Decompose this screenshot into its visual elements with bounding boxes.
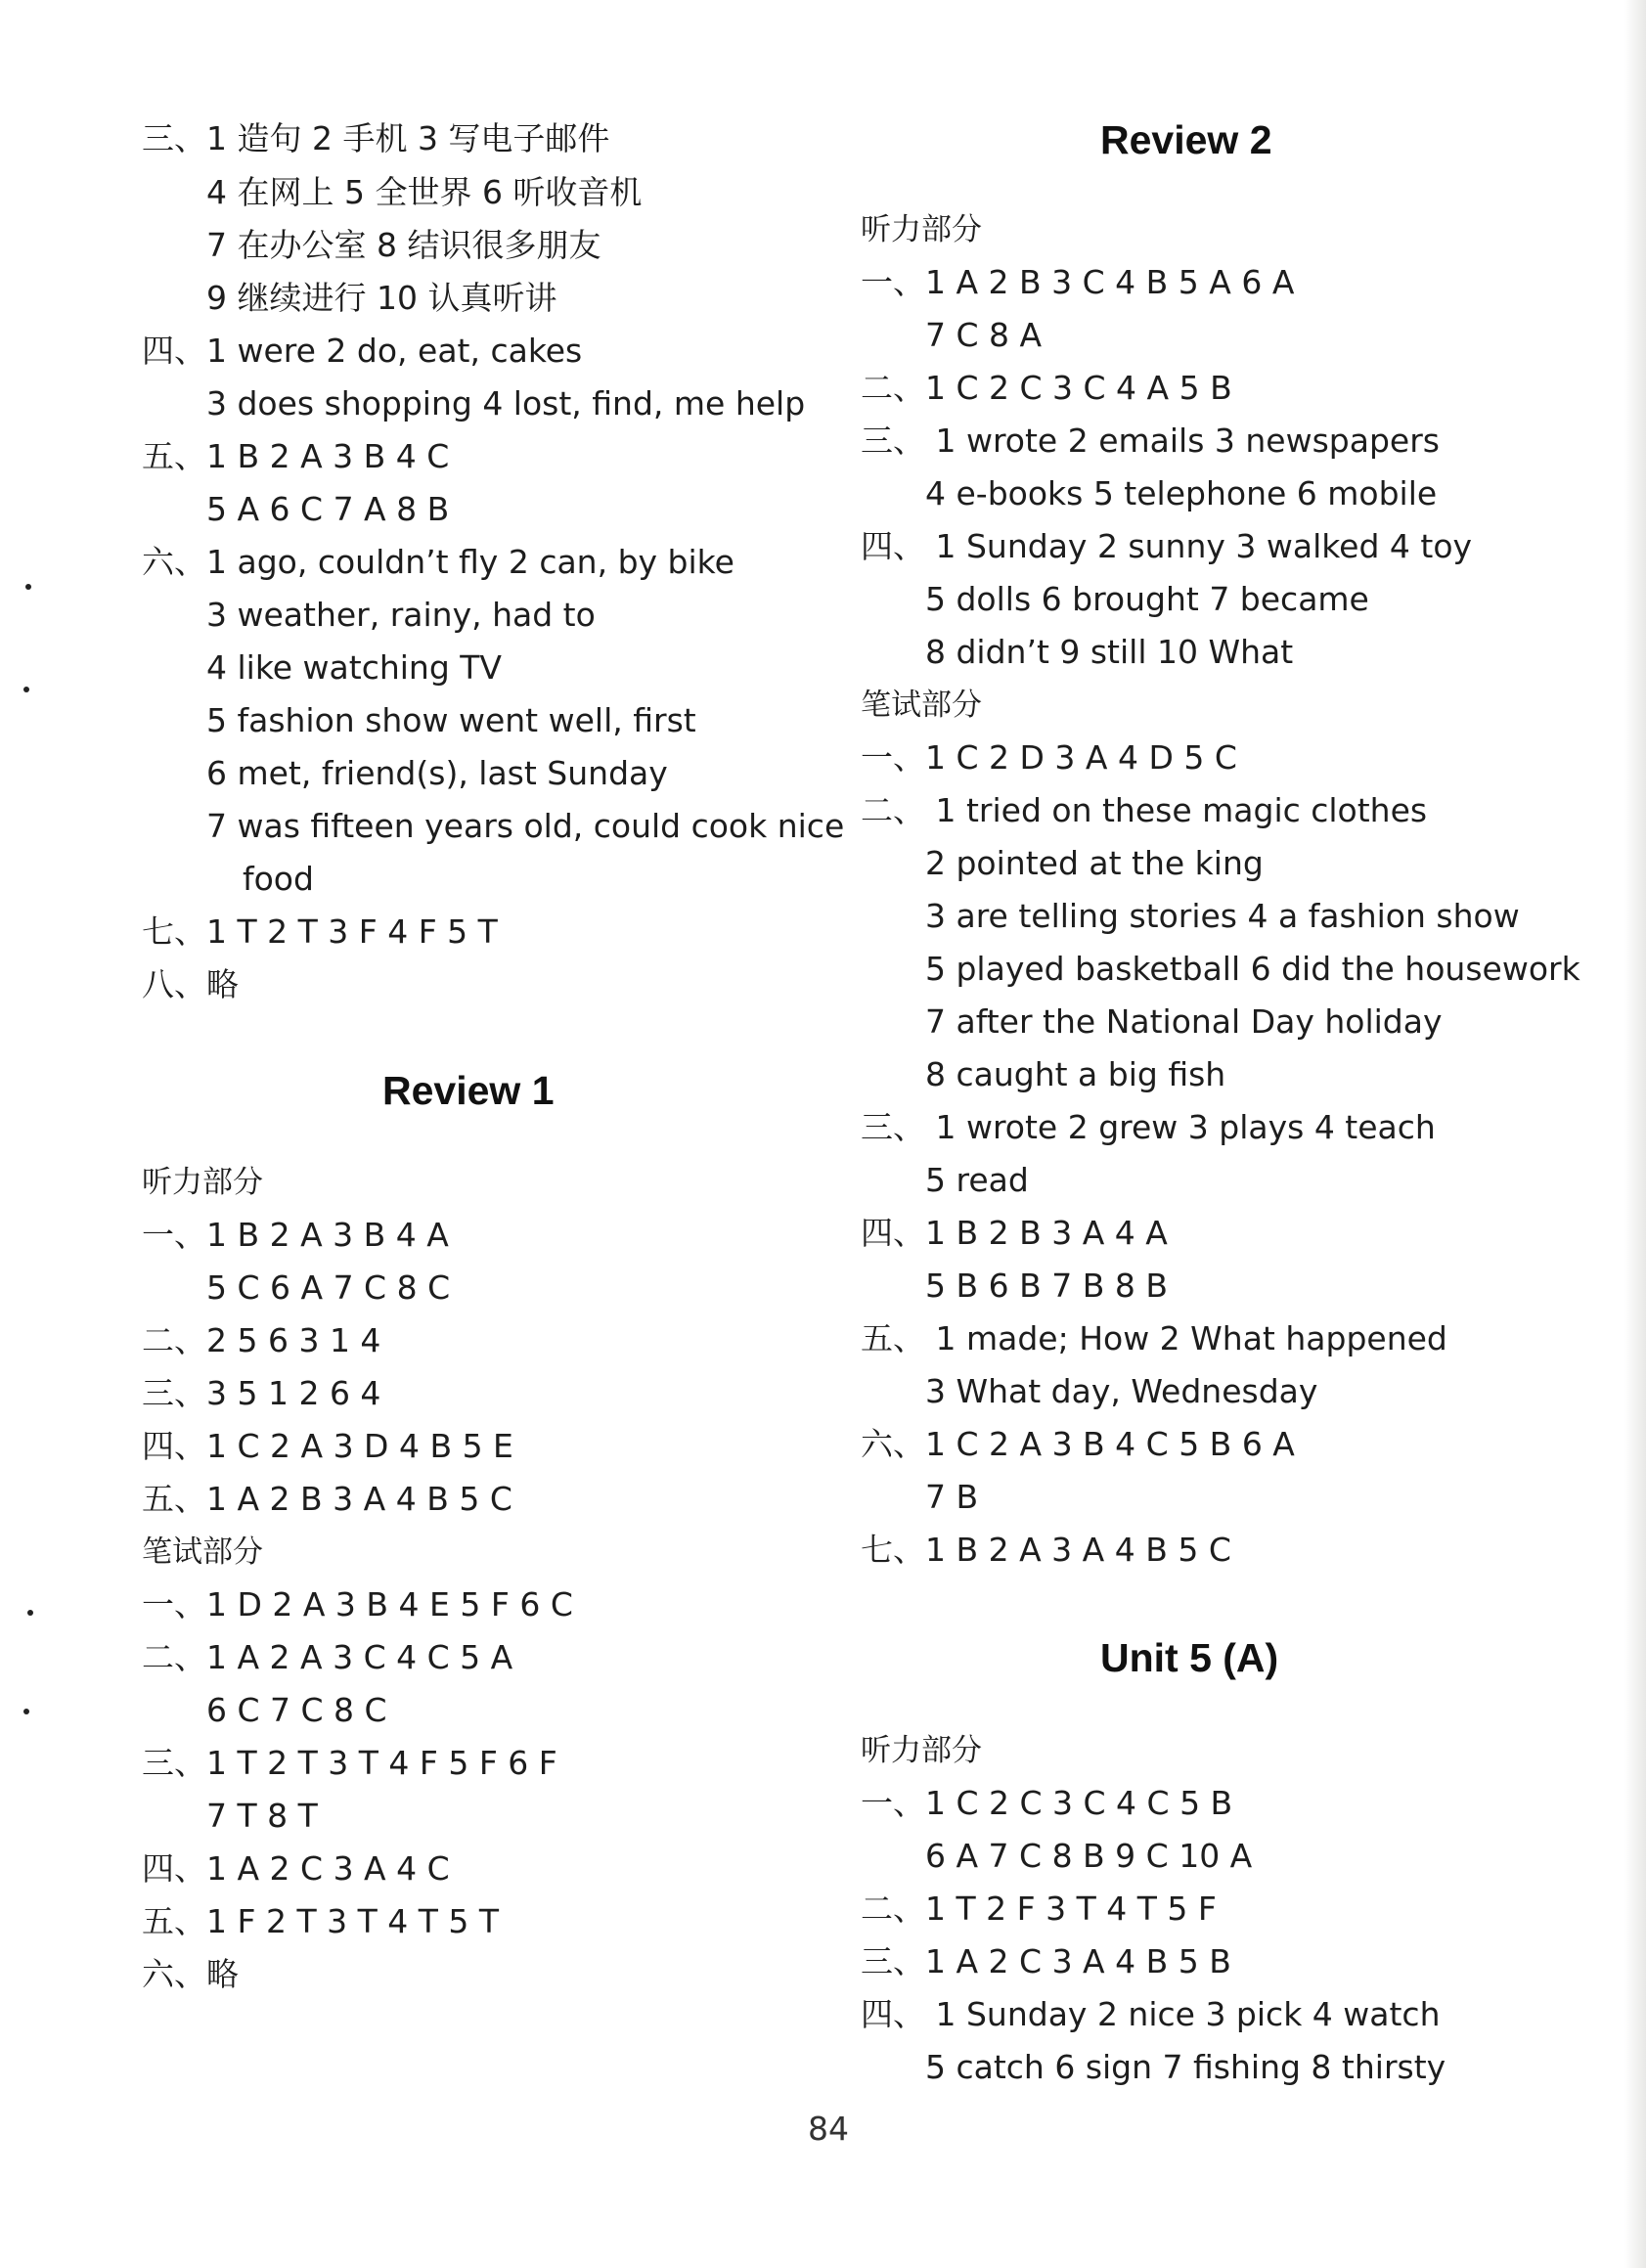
answer-line: 7 C 8 A <box>925 316 1043 354</box>
answer-line: 6 met, friend(s), last Sunday <box>206 754 668 792</box>
answer-line: 一、1 C 2 D 3 A 4 D 5 C <box>861 738 1237 777</box>
answer-line: 二、2 5 6 3 1 4 <box>142 1321 381 1359</box>
answer-line: 9 继续进行 10 认真听讲 <box>206 279 557 317</box>
subsection-label-listening: 听力部分 <box>861 212 982 247</box>
answer-line: 5 read <box>925 1161 1029 1199</box>
answer-line: 三、 1 wrote 2 emails 3 newspapers <box>861 422 1440 460</box>
answer-line: 一、1 A 2 B 3 C 4 B 5 A 6 A <box>861 263 1295 301</box>
subsection-label-listening: 听力部分 <box>142 1165 263 1200</box>
answer-line: 7 was fifteen years old, could cook nice <box>206 807 845 845</box>
answer-line: 7 在办公室 8 结识很多朋友 <box>206 226 601 264</box>
margin-dot <box>25 584 31 590</box>
answer-line: 五、 1 made; How 2 What happened <box>861 1319 1447 1357</box>
answer-line: 一、1 B 2 A 3 B 4 A <box>142 1216 449 1254</box>
subsection-label-written: 笔试部分 <box>142 1534 263 1570</box>
answer-line: 四、1 A 2 C 3 A 4 C <box>142 1849 450 1888</box>
answer-line: 二、 1 tried on these magic clothes <box>861 791 1428 829</box>
answer-line: 3 weather, rainy, had to <box>206 596 596 634</box>
answer-line: 六、1 ago, couldn’t fly 2 can, by bike <box>142 543 734 581</box>
answer-line: 8 caught a big fish <box>925 1055 1226 1093</box>
answer-line: 5 dolls 6 brought 7 became <box>925 580 1369 618</box>
answer-line: 三、3 5 1 2 6 4 <box>142 1374 381 1412</box>
answer-line: 二、1 T 2 F 3 T 4 T 5 F <box>861 1890 1217 1928</box>
answer-line: 六、略 <box>142 1955 239 1993</box>
section-title-review-1: Review 1 <box>382 1068 555 1113</box>
answer-line: 三、 1 wrote 2 grew 3 plays 4 teach <box>861 1108 1436 1146</box>
section-title-review-2: Review 2 <box>1100 117 1272 162</box>
answer-line: 5 fashion show went well, first <box>206 701 696 739</box>
answer-line: 三、1 造句 2 手机 3 写电子邮件 <box>142 119 610 157</box>
answer-line: 3 What day, Wednesday <box>925 1372 1318 1410</box>
margin-dot <box>23 1709 29 1714</box>
answer-line: 五、1 B 2 A 3 B 4 C <box>142 437 450 475</box>
answer-line: 七、1 B 2 A 3 A 4 B 5 C <box>861 1531 1231 1569</box>
answer-line: 四、1 B 2 B 3 A 4 A <box>861 1214 1168 1252</box>
answer-line: 8 didn’t 9 still 10 What <box>925 633 1294 671</box>
answer-line: 一、1 D 2 A 3 B 4 E 5 F 6 C <box>142 1585 573 1623</box>
answer-line: 5 played basketball 6 did the housework <box>925 950 1580 988</box>
answer-line: 二、1 A 2 A 3 C 4 C 5 A <box>142 1638 513 1676</box>
answer-line: 4 e-books 5 telephone 6 mobile <box>925 474 1438 512</box>
page-number: 84 <box>808 2110 849 2148</box>
answer-line: 6 C 7 C 8 C <box>206 1691 387 1729</box>
answer-line: 4 like watching TV <box>206 648 503 687</box>
answer-line: 2 pointed at the king <box>925 844 1264 882</box>
answer-line: 7 B <box>925 1478 979 1516</box>
answer-line: 八、略 <box>142 965 239 1003</box>
answer-line: 6 A 7 C 8 B 9 C 10 A <box>925 1837 1253 1875</box>
answer-line: 三、1 T 2 T 3 T 4 F 5 F 6 F <box>142 1744 557 1782</box>
answer-line: 5 C 6 A 7 C 8 C <box>206 1268 451 1307</box>
answer-line: 七、1 T 2 T 3 F 4 F 5 T <box>142 912 498 951</box>
answer-line: 7 after the National Day holiday <box>925 1002 1443 1041</box>
answer-line: 二、1 C 2 C 3 C 4 A 5 B <box>861 369 1232 407</box>
answer-line: 5 catch 6 sign 7 fishing 8 thirsty <box>925 2048 1446 2086</box>
answer-line: 7 T 8 T <box>206 1797 318 1835</box>
subsection-label-written: 笔试部分 <box>861 688 982 723</box>
answer-line: 3 does shopping 4 lost, find, me help <box>206 384 806 422</box>
answer-line: 4 在网上 5 全世界 6 听收音机 <box>206 173 643 211</box>
answer-line: 一、1 C 2 C 3 C 4 C 5 B <box>861 1784 1233 1822</box>
answer-line: 四、 1 Sunday 2 nice 3 pick 4 watch <box>861 1995 1441 2033</box>
answer-line: 5 A 6 C 7 A 8 B <box>206 490 450 528</box>
section-title-unit-5a: Unit 5 (A) <box>1100 1635 1279 1680</box>
answer-line: food <box>243 860 314 898</box>
answer-line: 四、1 C 2 A 3 D 4 B 5 E <box>142 1427 513 1465</box>
answer-line: 三、1 A 2 C 3 A 4 B 5 B <box>861 1942 1231 1980</box>
answer-line: 5 B 6 B 7 B 8 B <box>925 1267 1168 1305</box>
subsection-label-listening: 听力部分 <box>861 1733 982 1768</box>
page-edge-shadow <box>1624 0 1646 2268</box>
answer-line: 五、1 A 2 B 3 A 4 B 5 C <box>142 1480 512 1518</box>
answer-line: 3 are telling stories 4 a fashion show <box>925 897 1520 935</box>
answer-line: 六、1 C 2 A 3 B 4 C 5 B 6 A <box>861 1425 1295 1463</box>
answer-line: 四、1 were 2 do, eat, cakes <box>142 332 583 370</box>
answer-line: 五、1 F 2 T 3 T 4 T 5 T <box>142 1902 499 1940</box>
margin-dot <box>23 687 29 692</box>
margin-dot <box>27 1610 33 1616</box>
answer-line: 四、 1 Sunday 2 sunny 3 walked 4 toy <box>861 527 1473 565</box>
